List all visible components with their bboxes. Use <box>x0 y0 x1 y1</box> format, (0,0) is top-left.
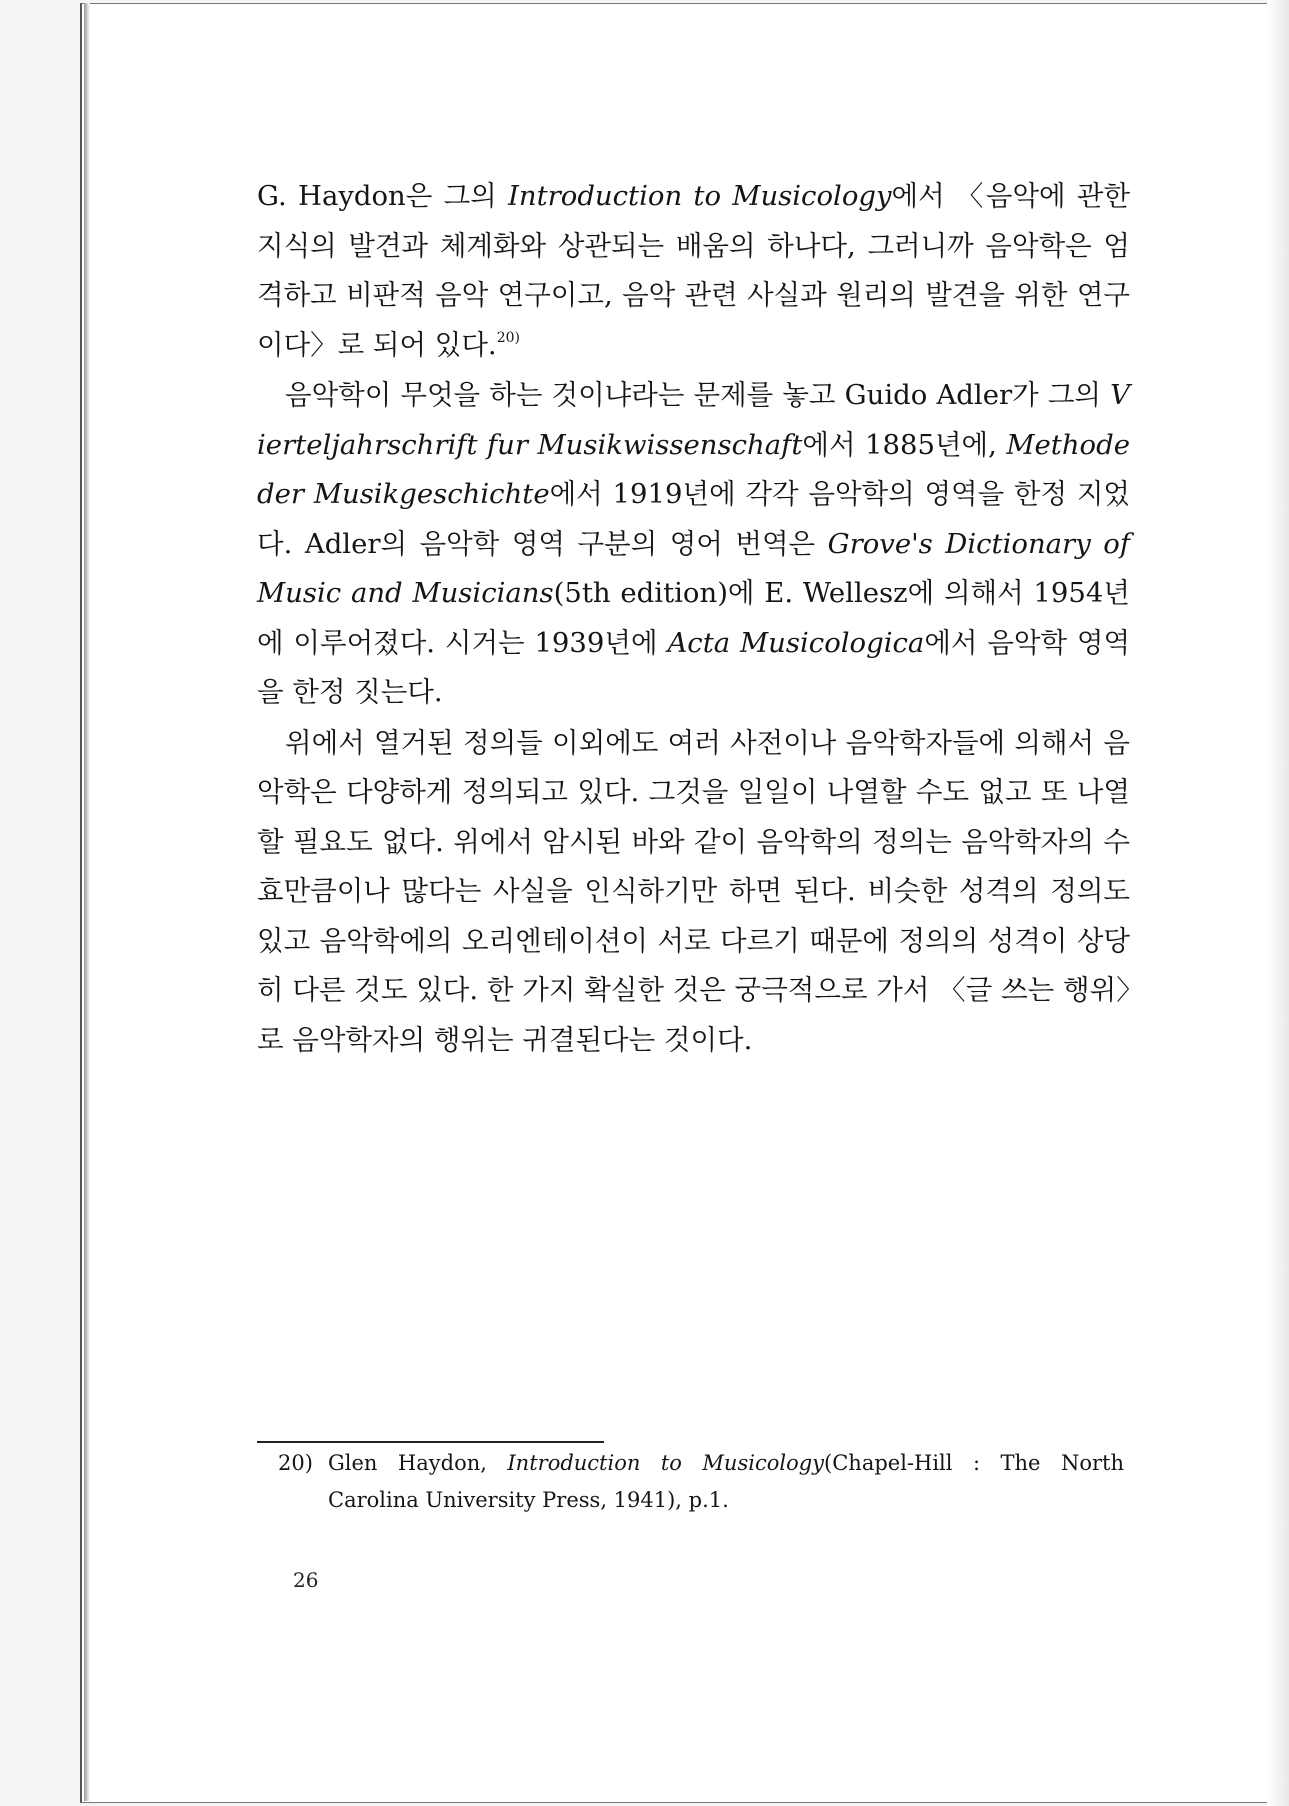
page-number: 26 <box>293 1568 319 1592</box>
text-run: 위에서 열거된 정의들 이외에도 여러 사전이나 음악학자들에 의해서 음악학은 다양하게 정의되고 있다. 그것을 일일이 나열할 수도 없고 또 나열할 필요도 없다. 위에서 암시된 바와 같이 음악학의 정의는 음악학자의 수효만큼이나 많다는 사실을 인식하기만 하면 된다. 비슷한 성격의 정의도 있고 음악학에의 오리엔테이션이 서로 다르기 때문에 정의의 성격이 상당히 다른 것도 있다. 한 가지 확실한 것은 궁극적으로 가서 〈글 쓰는 행위〉로 음악학자의 행위는 귀결된다는 것이다. <box>257 726 1130 1056</box>
italic-title: Methode der Musikgeschichte <box>257 428 1130 510</box>
italic-title: Vierteljahrschrift fur Musikwissenschaft <box>257 379 1130 461</box>
text-run: Glen Haydon, <box>328 1451 508 1475</box>
footnote-number: 20) <box>278 1451 313 1475</box>
text-run: 에서 1885년에, <box>802 428 1007 461</box>
text-run: 에서 1919년에 각각 음악학의 영역을 한정 지었다. Adler의 음악학 영역 구분의 영어 번역은 <box>257 478 1130 560</box>
paragraph-various-definitions <box>257 719 1130 1066</box>
page-binding-shadow <box>84 3 90 1801</box>
footnote <box>278 1445 1124 1519</box>
text-run: 음악학이 무엇을 하는 것이냐라는 문제를 놓고 Guido Adler가 그의 <box>285 379 1111 411</box>
footnote-reference: 20) <box>496 329 520 346</box>
body-text <box>257 172 1130 1065</box>
italic-title: Introduction to Musicology <box>507 1451 825 1475</box>
text-run: (Chapel-Hill : The North Carolina University Press, 1941), p.1. <box>328 1451 1124 1512</box>
text-run: G. Haydon은 그의 <box>257 180 508 212</box>
page-right-edge <box>1267 0 1289 1806</box>
text-run: 에서 음악학 영역을 한정 짓는다. <box>257 626 1131 708</box>
footnote-divider <box>257 1441 604 1443</box>
text-run: (5th edition)에 E. Wellesz에 의해서 1954년에 이루어졌다. 시거는 1939년에 <box>257 577 1130 659</box>
paragraph-adler-definition <box>257 371 1130 718</box>
text-run: 에서 〈음악에 관한 지식의 발견과 체계화와 상관되는 배움의 하나다, 그러니까 음악학은 엄격하고 비판적 음악 연구이고, 음악 관련 사실과 원리의 발견을 위한 연구이다〉로 되어 있다. <box>257 180 1131 361</box>
footnote-text <box>328 1445 1124 1519</box>
paragraph-haydon-definition <box>257 172 1130 370</box>
italic-title: Grove's Dictionary of Music and Musicians <box>257 527 1130 609</box>
italic-title: Introduction to Musicology <box>508 180 892 212</box>
italic-title: Acta Musicologica <box>667 626 925 659</box>
